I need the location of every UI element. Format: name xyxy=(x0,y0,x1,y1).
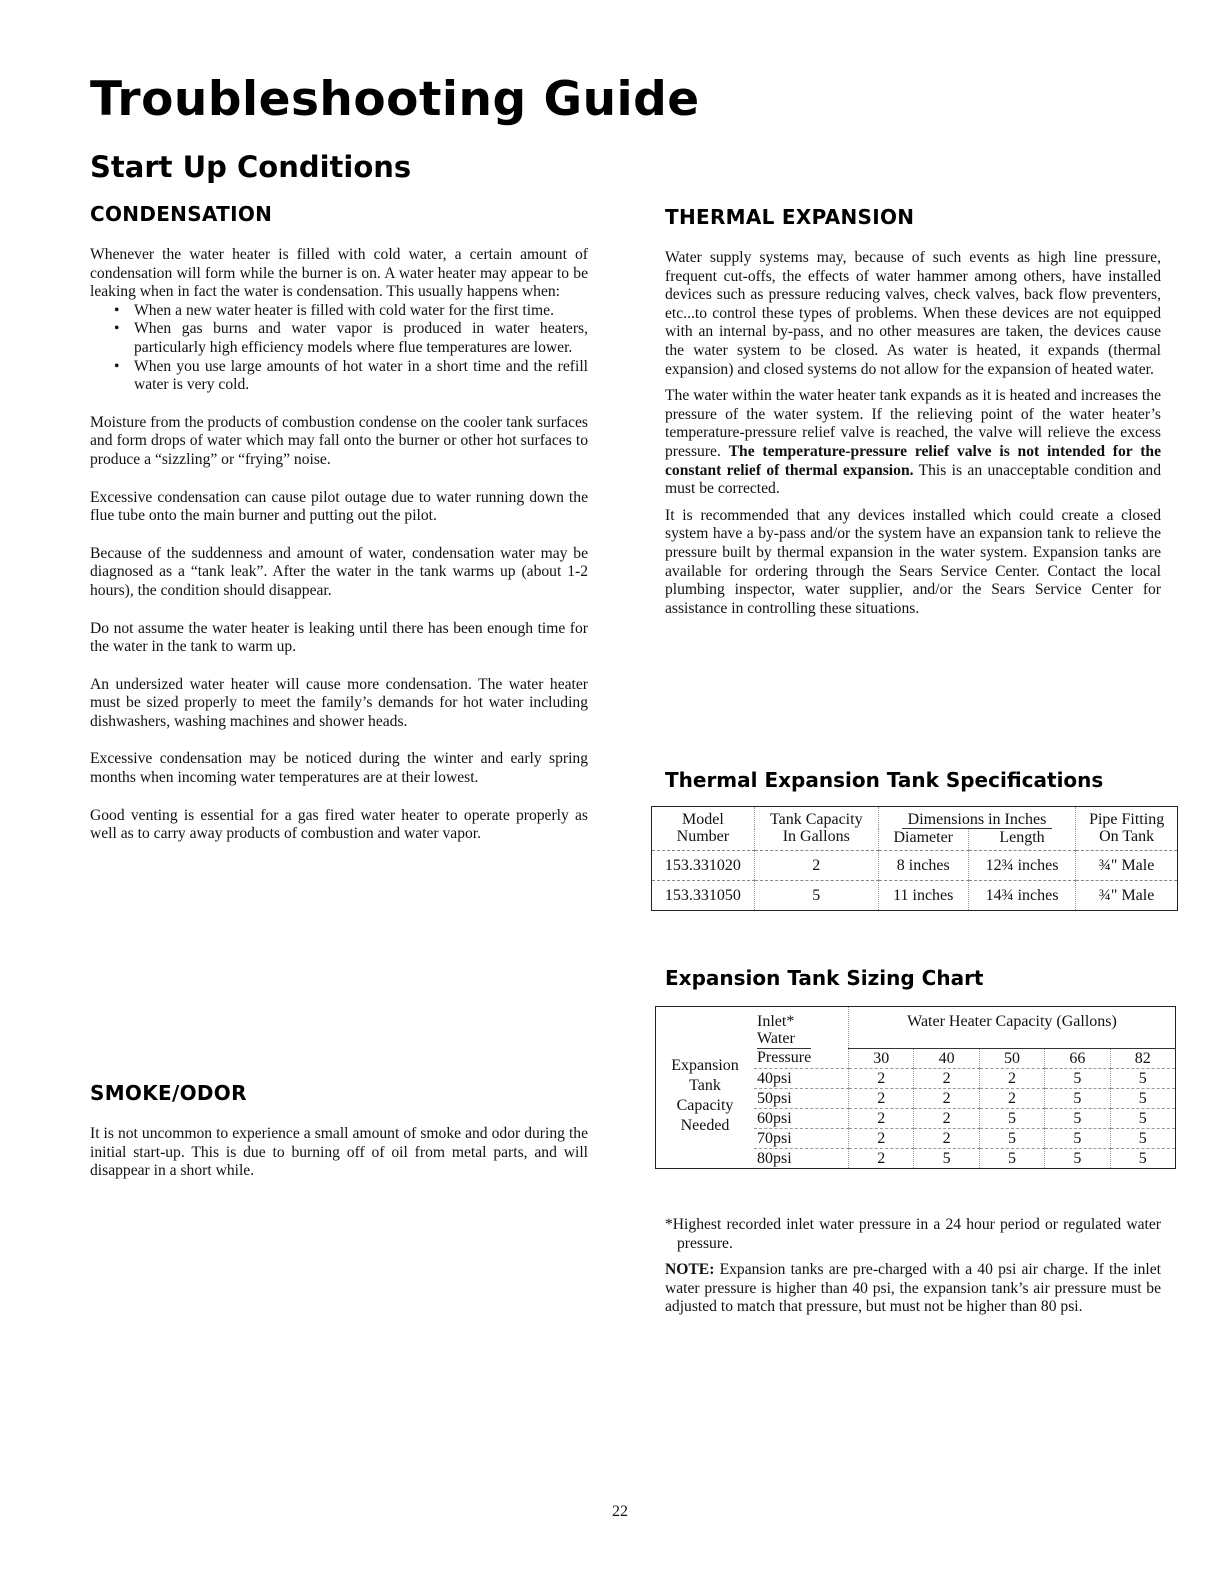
thermal-paragraph-2-end: This is an unacceptable condition and must be corrected. xyxy=(665,461,1161,498)
notes-section xyxy=(665,1216,1161,1317)
spec-table xyxy=(651,806,1178,911)
sizing-value: 2 xyxy=(914,1108,979,1128)
sizing-value: 5 xyxy=(1045,1088,1110,1108)
spec-header-fitting-line2: On Tank xyxy=(1099,828,1155,845)
spec-table-heading: Thermal Expansion Tank Specifications xyxy=(665,768,1104,792)
sizing-value: 2 xyxy=(914,1128,979,1148)
sizing-value: 5 xyxy=(979,1108,1044,1128)
sizing-pressure: 80psi xyxy=(754,1148,849,1168)
list-item: • When a new water heater is filled with cold water for the first time. xyxy=(134,302,588,321)
sizing-value: 2 xyxy=(914,1068,979,1088)
note-label: NOTE: xyxy=(665,1261,715,1279)
sizing-capacity-header: Water Heater Capacity (Gallons) xyxy=(907,1013,1117,1030)
sizing-value: 2 xyxy=(849,1148,914,1168)
spec-cell-model: 153.331020 xyxy=(652,851,755,881)
sizing-value: 2 xyxy=(849,1088,914,1108)
smoke-odor-heading: SMOKE/ODOR xyxy=(90,1081,247,1105)
sizing-capacity-30: 30 xyxy=(849,1048,914,1068)
spec-header-capacity-line1: Tank Capacity xyxy=(769,811,863,828)
sizing-value: 5 xyxy=(979,1128,1044,1148)
sizing-chart-heading: Expansion Tank Sizing Chart xyxy=(665,966,984,990)
sizing-value: 5 xyxy=(1110,1068,1175,1088)
sizing-value: 5 xyxy=(1045,1128,1110,1148)
sizing-value: 5 xyxy=(979,1148,1044,1168)
sizing-left-label-line2: Tank xyxy=(689,1077,721,1094)
sizing-value: 5 xyxy=(1045,1108,1110,1128)
spec-header-model xyxy=(652,807,755,851)
spec-cell-diameter: 11 inches xyxy=(878,881,968,911)
note-paragraph xyxy=(665,1261,1161,1317)
sizing-left-label xyxy=(656,1048,755,1168)
table-row xyxy=(652,881,1178,911)
spec-header-dimensions xyxy=(878,807,1076,830)
sizing-inlet-line2: Water xyxy=(757,1030,795,1047)
smoke-odor-text: It is not uncommon to experience a small amount of smoke and odor during the initial start-up. This is due to burning off of oil from metal parts, and will disappear in a short while. xyxy=(90,1125,588,1180)
sizing-value: 2 xyxy=(849,1068,914,1088)
sizing-left-label-line1: Expansion xyxy=(671,1057,739,1074)
spec-cell-capacity: 2 xyxy=(754,851,878,881)
spec-cell-fitting: ¾" Male xyxy=(1076,881,1178,911)
sizing-value: 2 xyxy=(849,1108,914,1128)
condensation-heading: CONDENSATION xyxy=(90,202,273,226)
note-text: Expansion tanks are pre-charged with a 40 psi air charge. If the inlet water pressure is higher than 40 psi, the expansion tank’s air pressure must be adjusted to match that pressure, but must not be higher than 80 psi. xyxy=(665,1261,1161,1316)
sizing-capacity-66: 66 xyxy=(1045,1048,1110,1068)
condensation-paragraph: Good venting is essential for a gas fired water heater to operate properly as well as to carry away products of combustion and water vapor. xyxy=(90,806,588,843)
condensation-section xyxy=(90,202,588,844)
sizing-inlet-header xyxy=(754,1007,849,1049)
list-item: • When you use large amounts of hot water in a short time and the refill water is very cold. xyxy=(134,358,588,395)
sizing-pressure: 60psi xyxy=(754,1108,849,1128)
thermal-paragraph-1: Water supply systems may, because of such events as high line pressure, frequent cut-offs, the effects of water hammer among others, have installed devices such as pressure reducing valves, check valves, back flow preventers, etc...to control these types of problems. When these devices are not equipped with an internal by-pass, and no other measures are taken, the devices cause the water system to be closed. As water is heated, it expands (thermal expansion) and closed systems do not allow for the expansion of heated water. xyxy=(665,249,1161,378)
relief-valve-warning: The temperature-pressure relief valve is not intended for the constant relief of thermal expansion. xyxy=(665,442,1161,479)
sizing-pressure-header xyxy=(754,1048,849,1068)
spec-cell-length: 14¾ inches xyxy=(968,881,1075,911)
condensation-bullet-list xyxy=(90,302,588,395)
thermal-paragraph-2 xyxy=(665,387,1161,499)
thermal-paragraph-3: It is recommended that any devices installed which could create a closed system have a by-pass and/or the system have an expansion tank to relieve the pressure built by thermal expansion in the water system. Expansion tanks are available for ordering through the Sears Service Center. Contact the local plumbing inspector, water supplier, and/or the Sears Service Center for assistance in controlling these situations. xyxy=(665,506,1161,617)
sizing-inlet-line1: Inlet* xyxy=(757,1013,795,1030)
condensation-paragraph: Excessive condensation may be noticed during the winter and early spring months when incoming water temperatures are at their lowest. xyxy=(90,750,588,787)
spec-cell-length: 12¾ inches xyxy=(968,851,1075,881)
footnote: *Highest recorded inlet water pressure in a 24 hour period or regulated water pressure. xyxy=(665,1216,1161,1252)
condensation-paragraph: An undersized water heater will cause more condensation. The water heater must be sized properly to meet the family’s demands for hot water including dishwashers, washing machines and shower heads. xyxy=(90,675,588,730)
sizing-value: 5 xyxy=(1045,1148,1110,1168)
condensation-intro: Whenever the water heater is filled with cold water, a certain amount of condensation will form while the burner is on. A water heater may appear to be leaking when in fact the water is condensation. This usually happens when: xyxy=(90,246,588,301)
thermal-expansion-section xyxy=(665,205,1161,618)
page-subtitle: Start Up Conditions xyxy=(90,150,412,184)
page-number: 22 xyxy=(612,1503,628,1520)
sizing-value: 5 xyxy=(1110,1088,1175,1108)
sizing-value: 5 xyxy=(1110,1128,1175,1148)
sizing-pressure: 40psi xyxy=(754,1068,849,1088)
spec-header-capacity-line2: In Gallons xyxy=(782,828,850,845)
spec-header-fitting xyxy=(1076,807,1178,851)
condensation-paragraph: Because of the suddenness and amount of water, condensation water may be diagnosed as a “tank leak”. After the water in the tank warms up (about 1-2 hours), the condition should disappear. xyxy=(90,544,588,599)
spec-cell-fitting: ¾" Male xyxy=(1076,851,1178,881)
spec-header-capacity xyxy=(754,807,878,851)
spec-header-model-line2: Number xyxy=(676,828,730,845)
spec-header-diameter: Diameter xyxy=(878,829,968,851)
spec-header-dimensions-label: Dimensions in Inches xyxy=(902,811,1053,829)
spec-cell-diameter: 8 inches xyxy=(878,851,968,881)
sizing-value: 5 xyxy=(1110,1148,1175,1168)
spec-header-fitting-line1: Pipe Fitting xyxy=(1089,811,1165,828)
sizing-value: 2 xyxy=(979,1088,1044,1108)
sizing-capacity-40: 40 xyxy=(914,1048,979,1068)
thermal-paragraph-2-start: The water within the water heater tank expands as it is heated and increases the pressure of the water system. If the relieving point of the water heater’s temperature-pressure relief valve is reached, the valve will relieve the excess pressure. xyxy=(665,387,1161,460)
spec-header-length: Length xyxy=(968,829,1075,851)
sizing-corner xyxy=(656,1007,755,1049)
sizing-left-label-line4: Needed xyxy=(680,1117,730,1134)
thermal-expansion-heading: THERMAL EXPANSION xyxy=(665,205,915,229)
sizing-capacity-82: 82 xyxy=(1110,1048,1175,1068)
sizing-pressure: 70psi xyxy=(754,1128,849,1148)
spec-header-model-line1: Model xyxy=(682,811,724,828)
sizing-value: 2 xyxy=(979,1068,1044,1088)
list-item: • When gas burns and water vapor is produced in water heaters, particularly high efficiency models where flue temperatures are lower. xyxy=(134,320,588,357)
condensation-paragraph: Do not assume the water heater is leaking until there has been enough time for the water in the tank to warm up. xyxy=(90,619,588,656)
sizing-value: 5 xyxy=(914,1148,979,1168)
condensation-paragraph: Moisture from the products of combustion condense on the cooler tank surfaces and form drops of water which may fall onto the burner or other hot surfaces to produce a “sizzling” or “frying” noise. xyxy=(90,413,588,468)
sizing-table xyxy=(655,1006,1176,1169)
table-row xyxy=(652,851,1178,881)
sizing-value: 2 xyxy=(849,1128,914,1148)
sizing-value: 2 xyxy=(914,1088,979,1108)
spec-cell-capacity: 5 xyxy=(754,881,878,911)
smoke-odor-section xyxy=(90,1081,588,1181)
spec-cell-model: 153.331050 xyxy=(652,881,755,911)
sizing-pressure: 50psi xyxy=(754,1088,849,1108)
sizing-value: 5 xyxy=(1045,1068,1110,1088)
page-title: Troubleshooting Guide xyxy=(90,72,700,127)
sizing-left-label-line3: Capacity xyxy=(676,1097,734,1114)
condensation-paragraph: Excessive condensation can cause pilot outage due to water running down the flue tube onto the main burner and putting out the pilot. xyxy=(90,488,588,525)
sizing-inlet-line3: Pressure xyxy=(757,1049,812,1067)
sizing-value: 5 xyxy=(1110,1108,1175,1128)
sizing-capacity-50: 50 xyxy=(979,1048,1044,1068)
